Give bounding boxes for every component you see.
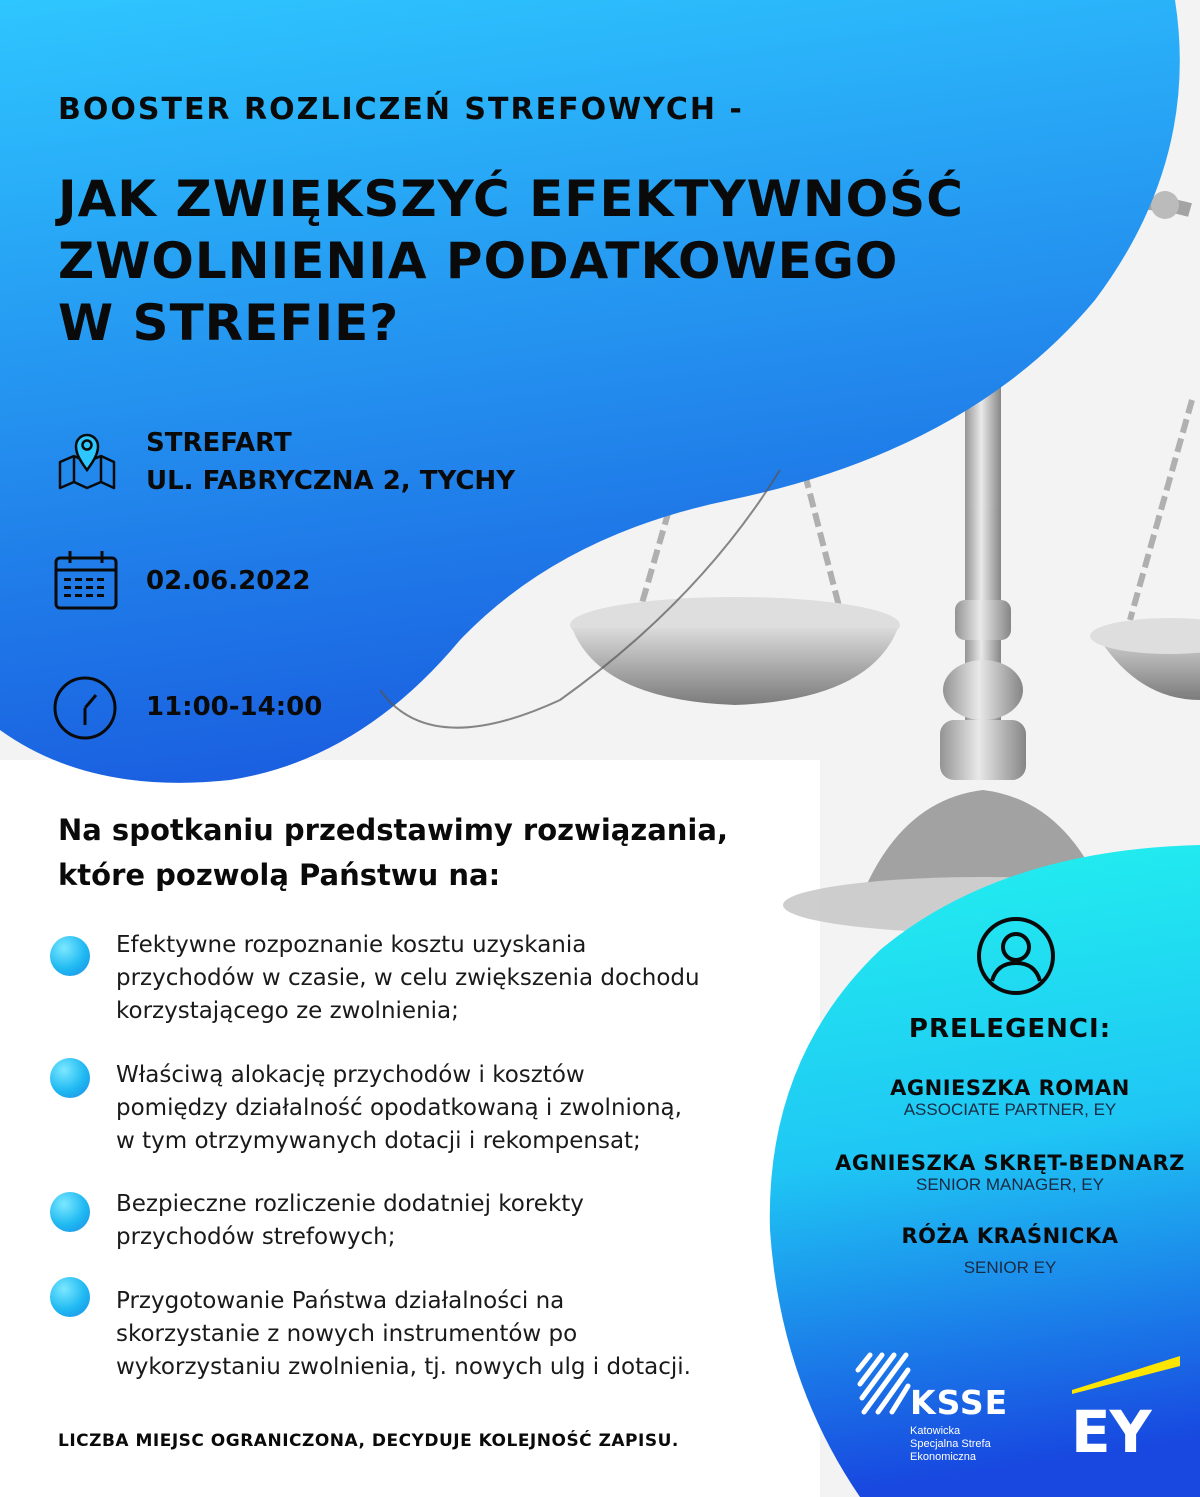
list-item-line: wykorzystaniu zwolnienia, tj. nowych ulg i dotacji. bbox=[116, 1354, 691, 1380]
list-item-line: w tym otrzymywanych dotacji i rekompensat; bbox=[116, 1128, 641, 1154]
clock-icon bbox=[52, 675, 118, 741]
calendar-icon bbox=[52, 548, 120, 612]
event-time: 11:00-14:00 bbox=[146, 692, 323, 722]
event-date: 02.06.2022 bbox=[146, 566, 311, 596]
speaker-role: SENIOR EY bbox=[963, 1258, 1057, 1277]
ksse-logo-subtitle bbox=[910, 1425, 991, 1464]
event-location bbox=[146, 424, 515, 500]
list-item-line: skorzystanie z nowych instrumentów po bbox=[116, 1321, 578, 1347]
speaker-name: AGNIESZKA ROMAN bbox=[890, 1076, 1130, 1100]
list-item-line: Bezpieczne rozliczenie dodatniej korekty bbox=[116, 1191, 584, 1217]
bullet-dot bbox=[50, 936, 90, 976]
header-title bbox=[58, 168, 964, 354]
speakers-heading: PRELEGENCI: bbox=[908, 1014, 1112, 1044]
header-title-line: ZWOLNIENIA PODATKOWEGO bbox=[58, 232, 899, 290]
header-title-line: W STREFIE? bbox=[58, 294, 400, 352]
list-item-line: przychodów strefowych; bbox=[116, 1224, 396, 1250]
footer-note: LICZBA MIEJSC OGRANICZONA, DECYDUJE KOLEJNOŚĆ ZAPISU. bbox=[58, 1431, 679, 1451]
venue-name: STREFART bbox=[146, 428, 292, 458]
list-item-line: Przygotowanie Państwa działalności na bbox=[116, 1288, 565, 1314]
list-item bbox=[116, 929, 700, 1028]
map-pin-icon bbox=[54, 428, 120, 492]
header-title-line: JAK ZWIĘKSZYĆ EFEKTYWNOŚĆ bbox=[58, 170, 964, 228]
speaker-card bbox=[800, 1076, 1200, 1120]
ksse-logo-text: KSSE bbox=[910, 1383, 1009, 1422]
list-item bbox=[116, 1059, 682, 1158]
list-item-line: Właściwą alokację przychodów i kosztów bbox=[116, 1062, 585, 1088]
speaker-card bbox=[800, 1151, 1200, 1195]
header-subtitle: BOOSTER ROZLICZEŃ STREFOWYCH - bbox=[58, 92, 744, 127]
venue-address: UL. FABRYCZNA 2, TYCHY bbox=[146, 466, 516, 496]
bullet-dot bbox=[50, 1192, 90, 1232]
bullet-dot bbox=[50, 1277, 90, 1317]
ksse-sub-line: Specjalna Strefa bbox=[910, 1438, 991, 1450]
speaker-card bbox=[800, 1224, 1200, 1278]
speaker-name: RÓŻA KRAŚNICKA bbox=[901, 1224, 1119, 1248]
intro-line: które pozwolą Państwu na: bbox=[58, 858, 501, 892]
list-item-line: pomiędzy działalność opodatkowaną i zwolnioną, bbox=[116, 1095, 682, 1121]
person-icon bbox=[975, 915, 1057, 997]
list-item-line: korzystającego ze zwolnienia; bbox=[116, 998, 459, 1024]
speaker-role: ASSOCIATE PARTNER, EY bbox=[903, 1100, 1117, 1119]
list-item-line: Efektywne rozpoznanie kosztu uzyskania bbox=[116, 932, 587, 958]
ksse-sub-line: Katowicka bbox=[910, 1425, 961, 1437]
list-item-line: przychodów w czasie, w celu zwiększenia dochodu bbox=[116, 965, 700, 991]
ey-logo-beam bbox=[1072, 1352, 1180, 1394]
speaker-name: AGNIESZKA SKRĘT-BEDNARZ bbox=[835, 1151, 1185, 1175]
intro-line: Na spotkaniu przedstawimy rozwiązania, bbox=[58, 813, 728, 847]
list-item bbox=[116, 1188, 584, 1254]
bullet-dot bbox=[50, 1058, 90, 1098]
list-item bbox=[116, 1285, 691, 1384]
speaker-role: SENIOR MANAGER, EY bbox=[916, 1175, 1104, 1194]
intro-text bbox=[58, 808, 728, 898]
ey-logo-text: EY bbox=[1071, 1398, 1151, 1466]
ksse-logo-mark bbox=[850, 1350, 914, 1430]
ksse-sub-line: Ekonomiczna bbox=[910, 1451, 977, 1463]
